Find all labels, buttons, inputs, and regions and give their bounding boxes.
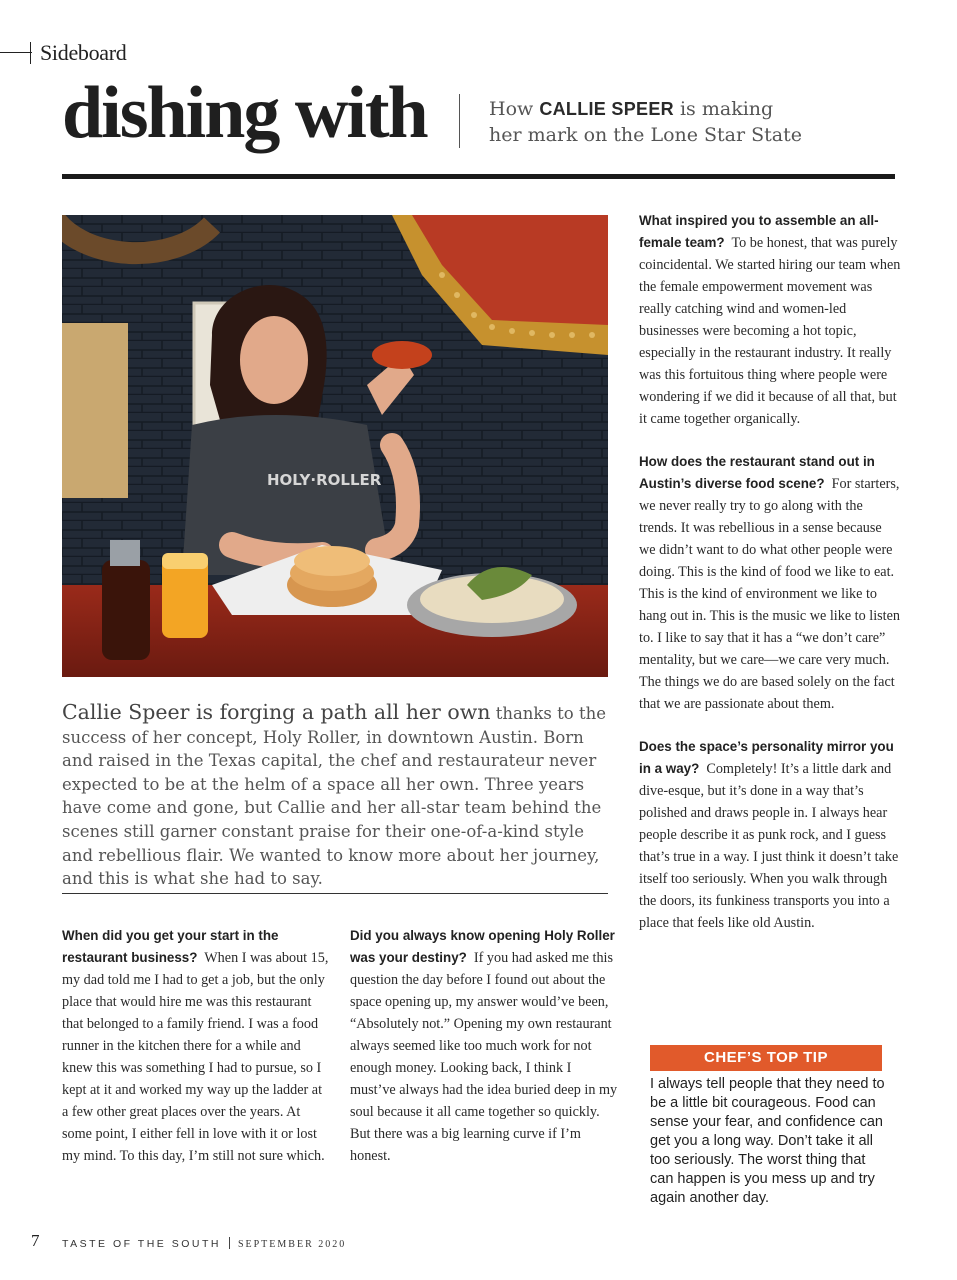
qa-question: Did you always know opening Holy Roller was your destiny? (350, 928, 615, 965)
qa-answer: To be honest, that was purely coincidental. We started hiring our team when the female empowerment movement was really catching wind and women-led businesses were becoming a hot topic, especially in the restaurant industry. It really was this fortuitous thing where people were wondering if we did it because of all that, but it came together organically. (639, 235, 901, 427)
mid-rule (62, 893, 608, 894)
shirt-print: HOLY·ROLLER (267, 471, 382, 489)
deck-name: CALLIE SPEER (539, 99, 674, 119)
column-2 (350, 925, 618, 1188)
deck-pre: How (489, 98, 540, 120)
qa-answer: If you had asked me this question the day before I found out about the space opening up, my answer would’ve been, “Absolutely not.” Opening my own restaurant always seemed like too much work for not enough money. Looking back, I think I must’ve always had the idea buried deep in my soul because it all came together so quickly. But there was a big learning curve if I’m honest. (350, 950, 618, 1164)
column-3 (639, 210, 901, 955)
chefs-tip-body: I always tell people that they need to be a little bit courageous. Food can sense your fear, and confidence can get you a long way. Don’t take it all too seriously. The worst thing that can happen is you mess up and try again another day. (650, 1076, 885, 1206)
headline-divider (459, 94, 460, 148)
feature-photo (62, 215, 608, 677)
qa-item (639, 736, 901, 934)
section-tick (30, 42, 31, 64)
intro-body: thanks to the success of her concept, Holy Roller, in downtown Austin. Born and raised in the Texas capital, the chef and restaurateur never expected to be at the helm of a space all her own. Three years have come and gone, but Callie and her all-star team behind the scenes still garner constant praise for their one-of-a-kind style and rebellious flair. We wanted to know more about her journey, and this is what she had to say. (62, 704, 606, 889)
chefs-tip-heading: CHEF’S TOP TIP (650, 1045, 882, 1071)
qa-question: What inspired you to assemble an all-female team? (639, 213, 879, 250)
section-label: Sideboard (40, 40, 127, 65)
deck (489, 96, 809, 148)
qa-item (639, 210, 901, 430)
footer-publication: TASTE OF THE SOUTH (62, 1238, 221, 1250)
qa-item (639, 451, 901, 715)
top-rule (62, 174, 895, 179)
intro-lead: Callie Speer is forging a path all her own (62, 700, 491, 724)
qa-answer: When I was about 15, my dad told me I had to get a job, but the only place that would hire me was this restaurant that belonged to a family friend. I was a food runner in the kitchen there for a while and knew this was something I had to pursue, so I kept at it and worked my way up the ladder at a few other great places over the years. At some point, I either fell in love with it or lost my mind. To this day, I’m still not sure which. (62, 950, 329, 1164)
footer-date: SEPTEMBER 2020 (237, 1239, 347, 1250)
footer (62, 1237, 346, 1250)
qa-question: How does the restaurant stand out in Austin’s diverse food scene? (639, 454, 875, 491)
qa-question: Does the space’s personality mirror you in a way? (639, 739, 894, 776)
qa-item (350, 925, 618, 1167)
qa-question: When did you get your start in the restaurant business? (62, 928, 279, 965)
section-rule (0, 52, 32, 53)
page-number: 7 (31, 1231, 40, 1250)
qa-item (62, 925, 330, 1167)
qa-answer: For starters, we never really try to go along with the trends. It was rebellious in a sense because we didn’t want to do what other people were doing. This is the kind of food we like to eat. This is the kind of environment we like to hang out in. This is the music we like to listen to. I like to say that it has a “we don’t care” mentality, but we care—we care very much. The things we do are based solely on the fact that we are passionate about them. (639, 476, 900, 712)
intro-paragraph (62, 701, 608, 891)
headline: dishing with (62, 72, 427, 154)
column-1 (62, 925, 330, 1188)
deck-post: is making her mark on the Lone Star State (489, 98, 802, 146)
qa-answer: Completely! It’s a little dark and dive-esque, but it’s done in a way that’s polished and draws people in. I always hear people describe it as punk rock, and I guess that’s true in a way. I just think it doesn’t take itself too seriously. When you walk through the doors, its funkiness transports you into a place that feels like old Austin. (639, 761, 899, 931)
footer-separator (229, 1237, 230, 1249)
